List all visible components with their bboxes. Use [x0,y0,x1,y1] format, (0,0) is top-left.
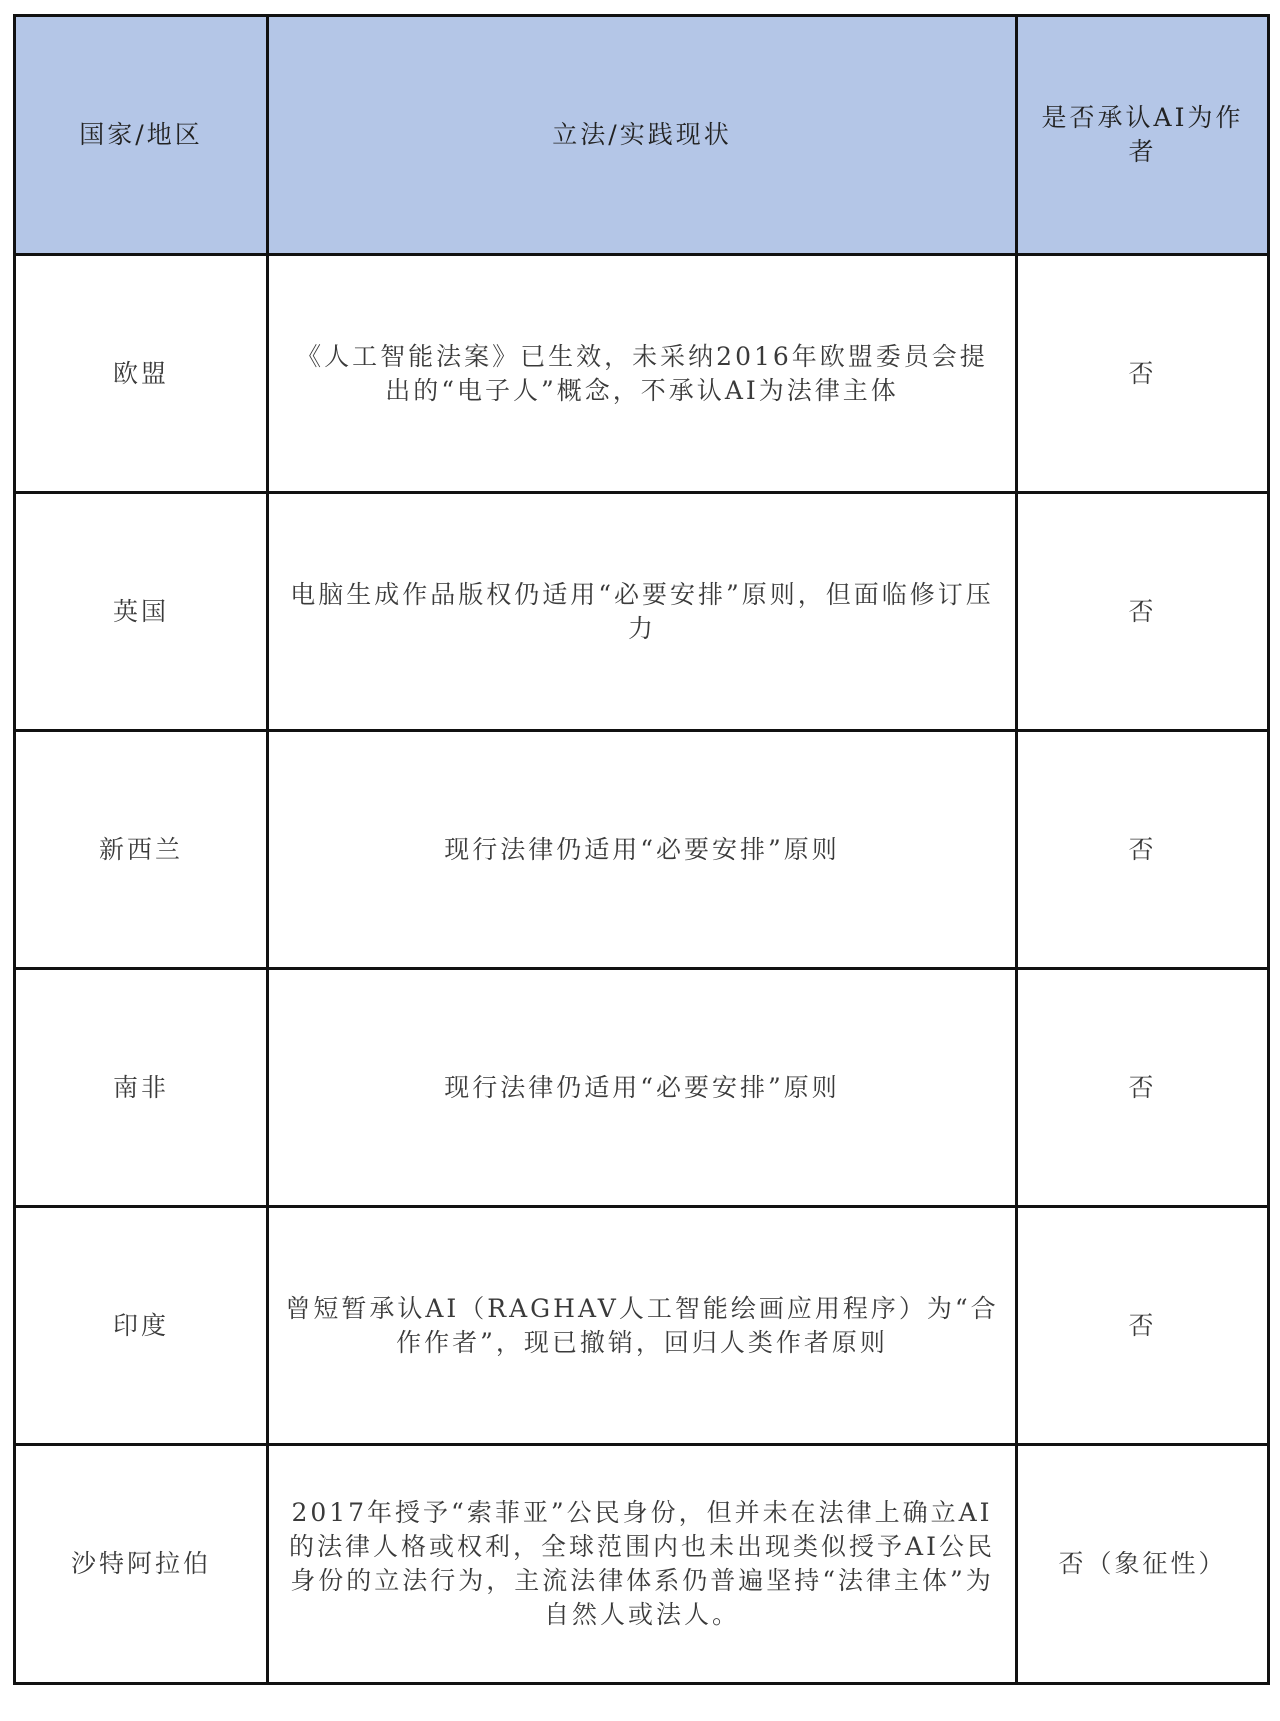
cell-region: 印度 [15,1207,268,1445]
table-row [15,1445,1269,1684]
table-row [15,493,1269,731]
cell-status: 《人工智能法案》已生效，未采纳2016年欧盟委员会提出的“电子人”概念，不承认AI为法律主体 [268,255,1017,493]
cell-status: 电脑生成作品版权仍适用“必要安排”原则，但面临修订压力 [268,493,1017,731]
cell-recognizes-ai-author: 否（象征性） [1017,1445,1269,1684]
cell-region: 英国 [15,493,268,731]
cell-recognizes-ai-author: 否 [1017,1207,1269,1445]
ai-authorship-table [13,14,1270,1685]
table-row [15,969,1269,1207]
cell-status: 现行法律仍适用“必要安排”原则 [268,969,1017,1207]
cell-status: 现行法律仍适用“必要安排”原则 [268,731,1017,969]
table-row [15,255,1269,493]
cell-recognizes-ai-author: 否 [1017,731,1269,969]
cell-region: 新西兰 [15,731,268,969]
header-status: 立法/实践现状 [268,16,1017,255]
cell-recognizes-ai-author: 否 [1017,255,1269,493]
cell-recognizes-ai-author: 否 [1017,493,1269,731]
cell-recognizes-ai-author: 否 [1017,969,1269,1207]
header-row [15,16,1269,255]
cell-status: 曾短暂承认AI（RAGHAV人工智能绘画应用程序）为“合作作者”，现已撤销，回归人类作者原则 [268,1207,1017,1445]
table-row [15,1207,1269,1445]
cell-region: 南非 [15,969,268,1207]
header-region: 国家/地区 [15,16,268,255]
cell-region: 沙特阿拉伯 [15,1445,268,1684]
table-row [15,731,1269,969]
header-recognizes-ai-author: 是否承认AI为作者 [1017,16,1269,255]
cell-region: 欧盟 [15,255,268,493]
cell-status: 2017年授予“索菲亚”公民身份，但并未在法律上确立AI的法律人格或权利，全球范围内也未出现类似授予AI公民身份的立法行为，主流法律体系仍普遍坚持“法律主体”为自然人或法人。 [268,1445,1017,1684]
